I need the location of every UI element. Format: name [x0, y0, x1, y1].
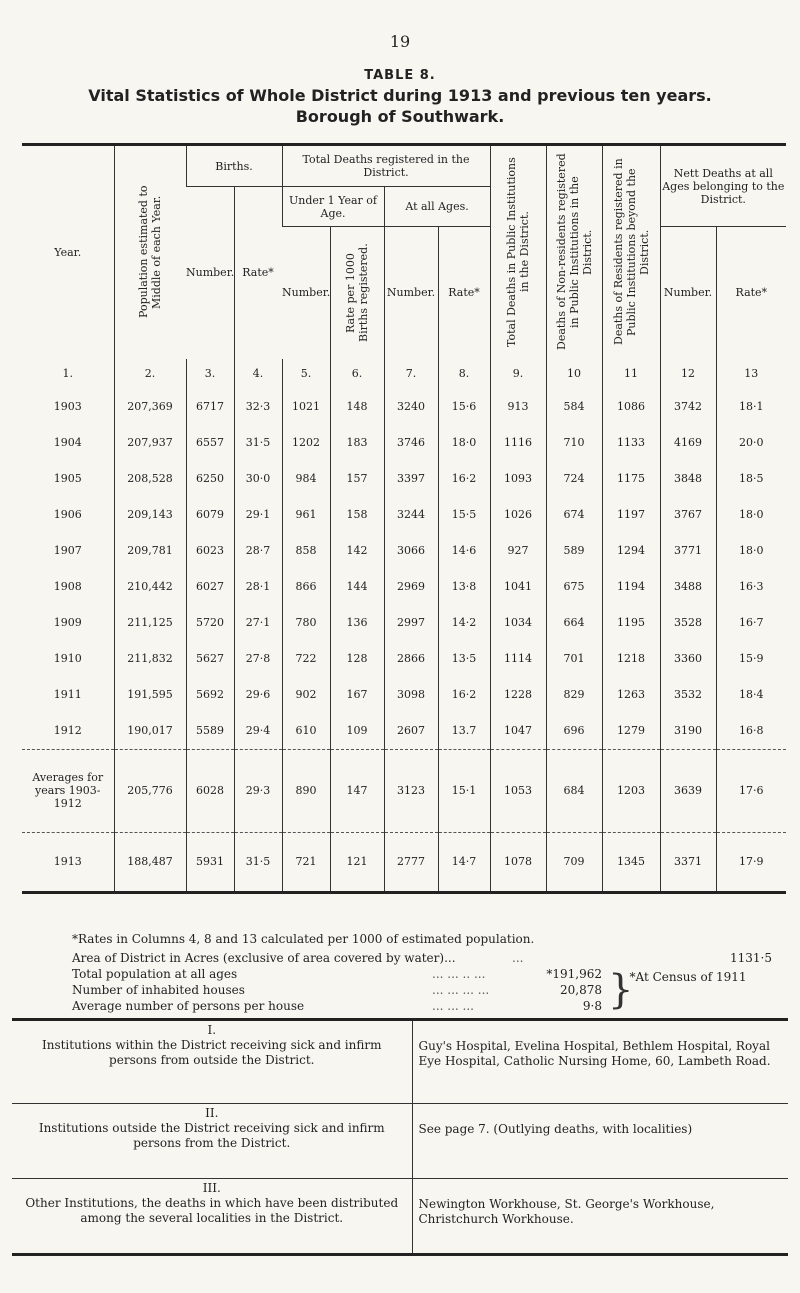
institution-row — [12, 1104, 788, 1179]
cell-nett-rate: 16·7 — [716, 605, 786, 641]
cell-birth-rate: 29·1 — [234, 497, 282, 533]
institution-detail: Newington Workhouse, St. George's Workhouse, Christchurch Workhouse. — [412, 1179, 788, 1255]
cell-births: 5931 — [186, 832, 234, 892]
cell-res: 1133 — [602, 425, 660, 461]
cell-nonres: 589 — [546, 533, 602, 569]
cell-year: 1905 — [53, 472, 82, 485]
cell-all-rate: 15·1 — [438, 749, 490, 832]
table-row — [22, 605, 786, 641]
cell-year: 1907 — [53, 544, 82, 557]
cell-u1-num: 858 — [282, 533, 330, 569]
cell-res: 1203 — [602, 749, 660, 832]
column-number: 9. — [490, 359, 546, 389]
rates-footnote: *Rates in Columns 4, 8 and 13 calculated per 1000 of estimated population. — [72, 932, 535, 946]
cell-year: 1911 — [53, 688, 82, 701]
cell-year: 1910 — [53, 652, 82, 665]
header-deaths-nonres: Deaths of Non-residents registered in Public Institutions in the District. — [546, 145, 602, 359]
cell-public: 1026 — [490, 497, 546, 533]
cell-all-rate: 13·8 — [438, 569, 490, 605]
cell-res: 1175 — [602, 461, 660, 497]
cell-nett-rate: 18·0 — [716, 497, 786, 533]
institution-description: Other Institutions, the deaths in which have been distributed among the several localities in the District. — [25, 1196, 399, 1225]
cell-pop: 207,937 — [114, 425, 186, 461]
cell-all-rate: 18·0 — [438, 425, 490, 461]
cell-birth-rate: 28·1 — [234, 569, 282, 605]
cell-all-rate: 16·2 — [438, 461, 490, 497]
cell-all-num: 2777 — [384, 832, 438, 892]
cell-public: 1093 — [490, 461, 546, 497]
header-year: Year. — [54, 245, 82, 259]
cell-all-num: 3066 — [384, 533, 438, 569]
cell-u1-rate: 148 — [330, 389, 384, 425]
cell-u1-num: 984 — [282, 461, 330, 497]
header-under1: Under 1 Year of Age. — [282, 187, 384, 227]
cell-births: 6028 — [186, 749, 234, 832]
population-line: Total population at all ages ... ... .. ... *191,962 — [72, 967, 602, 981]
cell-birth-rate: 29·6 — [234, 677, 282, 713]
cell-nett-rate: 18·5 — [716, 461, 786, 497]
cell-u1-rate: 109 — [330, 713, 384, 750]
header-births-number: Number. — [186, 266, 235, 280]
census-brace: } — [608, 967, 634, 1013]
cell-all-rate: 14·2 — [438, 605, 490, 641]
cell-u1-num: 780 — [282, 605, 330, 641]
table-label: TABLE 8. — [364, 68, 436, 83]
cell-nett-num: 3528 — [660, 605, 716, 641]
institutions-table — [12, 1018, 788, 1256]
column-number: 6. — [330, 359, 384, 389]
cell-res: 1086 — [602, 389, 660, 425]
institution-detail: Guy's Hospital, Evelina Hospital, Bethlem Hospital, Royal Eye Hospital, Catholic Nursing Home, 60, Lambeth Road. — [418, 1039, 771, 1068]
cell-nett-rate: 18·1 — [716, 389, 786, 425]
current-year-row — [22, 832, 786, 892]
table-row — [22, 641, 786, 677]
cell-nonres: 829 — [546, 677, 602, 713]
cell-births: 6027 — [186, 569, 234, 605]
cell-res: 1345 — [602, 832, 660, 892]
cell-births: 6023 — [186, 533, 234, 569]
cell-all-num: 2866 — [384, 641, 438, 677]
column-number: 11 — [602, 359, 660, 389]
cell-nonres: 724 — [546, 461, 602, 497]
cell-nonres: 710 — [546, 425, 602, 461]
cell-u1-num: 890 — [282, 749, 330, 832]
header-deaths-res: Deaths of Residents registered in Public Institutions beyond the District. — [602, 145, 660, 359]
cell-u1-rate: 128 — [330, 641, 384, 677]
cell-all-num: 3746 — [384, 425, 438, 461]
cell-all-rate: 14·7 — [438, 832, 490, 892]
cell-birth-rate: 31·5 — [234, 832, 282, 892]
column-number: 4. — [234, 359, 282, 389]
table-row — [22, 677, 786, 713]
cell-nett-num: 3360 — [660, 641, 716, 677]
institution-category — [12, 1179, 412, 1255]
cell-u1-rate: 157 — [330, 461, 384, 497]
column-number: 5. — [282, 359, 330, 389]
cell-all-num: 2997 — [384, 605, 438, 641]
cell-births: 5692 — [186, 677, 234, 713]
institution-detail: See page 7. (Outlying deaths, with localities) — [412, 1104, 788, 1179]
institution-row — [12, 1020, 788, 1104]
cell-births: 6717 — [186, 389, 234, 425]
cell-pop: 208,528 — [114, 461, 186, 497]
table-row — [22, 461, 786, 497]
cell-res: 1279 — [602, 713, 660, 750]
cell-nett-num: 3848 — [660, 461, 716, 497]
houses-line: Number of inhabited houses ... ... ... ... 20,878 — [72, 983, 602, 997]
column-number: 10 — [546, 359, 602, 389]
table-row — [22, 389, 786, 425]
cell-u1-num: 961 — [282, 497, 330, 533]
institution-category — [12, 1104, 412, 1179]
column-number: 7. — [384, 359, 438, 389]
cell-nett-num: 3190 — [660, 713, 716, 750]
cell-nonres: 664 — [546, 605, 602, 641]
header-population: Population estimated to Middle of each Year. — [114, 145, 186, 359]
cell-u1-num: 866 — [282, 569, 330, 605]
cell-pop: 209,143 — [114, 497, 186, 533]
cell-nonres: 675 — [546, 569, 602, 605]
table-row — [22, 497, 786, 533]
cell-nonres: 709 — [546, 832, 602, 892]
cell-nett-num: 3742 — [660, 389, 716, 425]
cell-birth-rate: 27·8 — [234, 641, 282, 677]
cell-birth-rate: 32·3 — [234, 389, 282, 425]
cell-births: 6079 — [186, 497, 234, 533]
cell-u1-rate: 121 — [330, 832, 384, 892]
header-under1-rate: Rate per 1000 Births registered. — [330, 227, 384, 359]
table-row — [22, 425, 786, 461]
cell-pop: 188,487 — [114, 832, 186, 892]
census-note: *At Census of 1911 — [629, 970, 747, 984]
cell-all-rate: 13.7 — [438, 713, 490, 750]
cell-year: 1913 — [53, 855, 82, 868]
cell-u1-num: 610 — [282, 713, 330, 750]
cell-birth-rate: 28·7 — [234, 533, 282, 569]
cell-year: 1904 — [53, 436, 82, 449]
institution-number: I. — [207, 1023, 217, 1037]
cell-year: 1906 — [53, 508, 82, 521]
cell-nett-rate: 17·6 — [716, 749, 786, 832]
cell-birth-rate: 31·5 — [234, 425, 282, 461]
cell-pop: 190,017 — [114, 713, 186, 750]
cell-year: 1908 — [53, 580, 82, 593]
cell-public: 1047 — [490, 713, 546, 750]
cell-births: 5627 — [186, 641, 234, 677]
page-number: 19 — [389, 32, 411, 51]
cell-birth-rate: 30·0 — [234, 461, 282, 497]
cell-pop: 207,369 — [114, 389, 186, 425]
cell-births: 6557 — [186, 425, 234, 461]
cell-public: 1034 — [490, 605, 546, 641]
institution-category — [12, 1020, 412, 1104]
column-number: 3. — [186, 359, 234, 389]
cell-u1-rate: 147 — [330, 749, 384, 832]
cell-all-num: 3244 — [384, 497, 438, 533]
column-number: 1. — [62, 367, 73, 380]
page-subtitle: Borough of Southwark. — [295, 107, 505, 126]
cell-nett-rate: 16·3 — [716, 569, 786, 605]
cell-u1-rate: 136 — [330, 605, 384, 641]
cell-u1-rate: 142 — [330, 533, 384, 569]
column-numbers — [22, 359, 786, 389]
header-all-number: Number. — [384, 227, 438, 359]
cell-year: Averages for years 1903-1912 — [22, 749, 114, 832]
institution-number: II. — [205, 1106, 219, 1120]
cell-pop: 210,442 — [114, 569, 186, 605]
cell-u1-rate: 183 — [330, 425, 384, 461]
cell-nett-num: 4169 — [660, 425, 716, 461]
cell-public: 913 — [490, 389, 546, 425]
column-number: 8. — [438, 359, 490, 389]
cell-year: 1912 — [53, 724, 82, 737]
cell-birth-rate: 29·3 — [234, 749, 282, 832]
cell-public: 1041 — [490, 569, 546, 605]
area-line: Area of District in Acres (exclusive of area covered by water)... ... 1131·5 — [72, 951, 772, 965]
cell-nett-rate: 16·8 — [716, 713, 786, 750]
cell-nett-rate: 18·4 — [716, 677, 786, 713]
cell-all-num: 2607 — [384, 713, 438, 750]
cell-nett-num: 3488 — [660, 569, 716, 605]
institution-description: Institutions outside the District receiving sick and infirm persons from the District. — [38, 1121, 385, 1150]
cell-pop: 211,125 — [114, 605, 186, 641]
cell-births: 5589 — [186, 713, 234, 750]
cell-all-num: 3098 — [384, 677, 438, 713]
cell-public: 1116 — [490, 425, 546, 461]
cell-nett-num: 3532 — [660, 677, 716, 713]
cell-nett-rate: 20·0 — [716, 425, 786, 461]
cell-u1-rate: 167 — [330, 677, 384, 713]
institution-description: Institutions within the District receiving sick and infirm persons from outside the District. — [41, 1038, 382, 1067]
cell-all-num: 3240 — [384, 389, 438, 425]
cell-u1-num: 721 — [282, 832, 330, 892]
cell-all-rate: 16·2 — [438, 677, 490, 713]
cell-nett-rate: 17·9 — [716, 832, 786, 892]
cell-nonres: 674 — [546, 497, 602, 533]
cell-year: 1909 — [53, 616, 82, 629]
cell-nett-num: 3767 — [660, 497, 716, 533]
cell-res: 1195 — [602, 605, 660, 641]
cell-u1-num: 1021 — [282, 389, 330, 425]
averages-row — [22, 749, 786, 832]
cell-pop: 191,595 — [114, 677, 186, 713]
vital-statistics-table — [22, 143, 786, 894]
cell-year: 1903 — [53, 400, 82, 413]
cell-public: 1228 — [490, 677, 546, 713]
table-row — [22, 569, 786, 605]
header-births-rate: Rate* — [234, 187, 282, 359]
cell-res: 1218 — [602, 641, 660, 677]
cell-nonres: 701 — [546, 641, 602, 677]
table-row — [22, 533, 786, 569]
cell-all-rate: 13·5 — [438, 641, 490, 677]
header-nett-rate: Rate* — [716, 227, 786, 359]
cell-res: 1194 — [602, 569, 660, 605]
column-number: 13 — [716, 359, 786, 389]
page-title: Vital Statistics of Whole District during 1913 and previous ten years. — [88, 86, 712, 105]
header-nett-deaths: Nett Deaths at all Ages belonging to the District. — [660, 145, 786, 227]
institution-number: III. — [202, 1181, 221, 1195]
cell-res: 1197 — [602, 497, 660, 533]
cell-public: 927 — [490, 533, 546, 569]
cell-pop: 209,781 — [114, 533, 186, 569]
cell-nonres: 684 — [546, 749, 602, 832]
header-births: Births. — [186, 145, 282, 187]
header-under1-number: Number. — [282, 286, 331, 300]
cell-res: 1263 — [602, 677, 660, 713]
cell-births: 6250 — [186, 461, 234, 497]
cell-nett-num: 3639 — [660, 749, 716, 832]
cell-public: 1114 — [490, 641, 546, 677]
header-all-ages: At all Ages. — [384, 187, 490, 227]
cell-all-rate: 14·6 — [438, 533, 490, 569]
cell-u1-rate: 144 — [330, 569, 384, 605]
cell-u1-num: 902 — [282, 677, 330, 713]
cell-birth-rate: 27·1 — [234, 605, 282, 641]
cell-all-num: 3123 — [384, 749, 438, 832]
header-nett-number: Number. — [660, 227, 716, 359]
cell-nett-num: 3371 — [660, 832, 716, 892]
cell-all-rate: 15·5 — [438, 497, 490, 533]
cell-u1-num: 1202 — [282, 425, 330, 461]
header-total-deaths: Total Deaths registered in the District. — [282, 145, 490, 187]
cell-public: 1053 — [490, 749, 546, 832]
cell-all-num: 2969 — [384, 569, 438, 605]
cell-all-num: 3397 — [384, 461, 438, 497]
table-row — [22, 713, 786, 750]
header-deaths-public: Total Deaths in Public Institutions in the District. — [490, 145, 546, 359]
column-number: 2. — [114, 359, 186, 389]
column-number: 12 — [660, 359, 716, 389]
cell-birth-rate: 29·4 — [234, 713, 282, 750]
cell-nonres: 696 — [546, 713, 602, 750]
cell-pop: 211,832 — [114, 641, 186, 677]
cell-public: 1078 — [490, 832, 546, 892]
cell-nett-rate: 18·0 — [716, 533, 786, 569]
persons-per-house-line: Average number of persons per house ... ... ... 9·8 — [72, 999, 602, 1013]
cell-pop: 205,776 — [114, 749, 186, 832]
cell-births: 5720 — [186, 605, 234, 641]
cell-u1-num: 722 — [282, 641, 330, 677]
cell-nett-num: 3771 — [660, 533, 716, 569]
cell-nett-rate: 15·9 — [716, 641, 786, 677]
cell-nonres: 584 — [546, 389, 602, 425]
cell-res: 1294 — [602, 533, 660, 569]
cell-all-rate: 15·6 — [438, 389, 490, 425]
cell-u1-rate: 158 — [330, 497, 384, 533]
header-all-rate: Rate* — [438, 227, 490, 359]
institution-row — [12, 1179, 788, 1255]
